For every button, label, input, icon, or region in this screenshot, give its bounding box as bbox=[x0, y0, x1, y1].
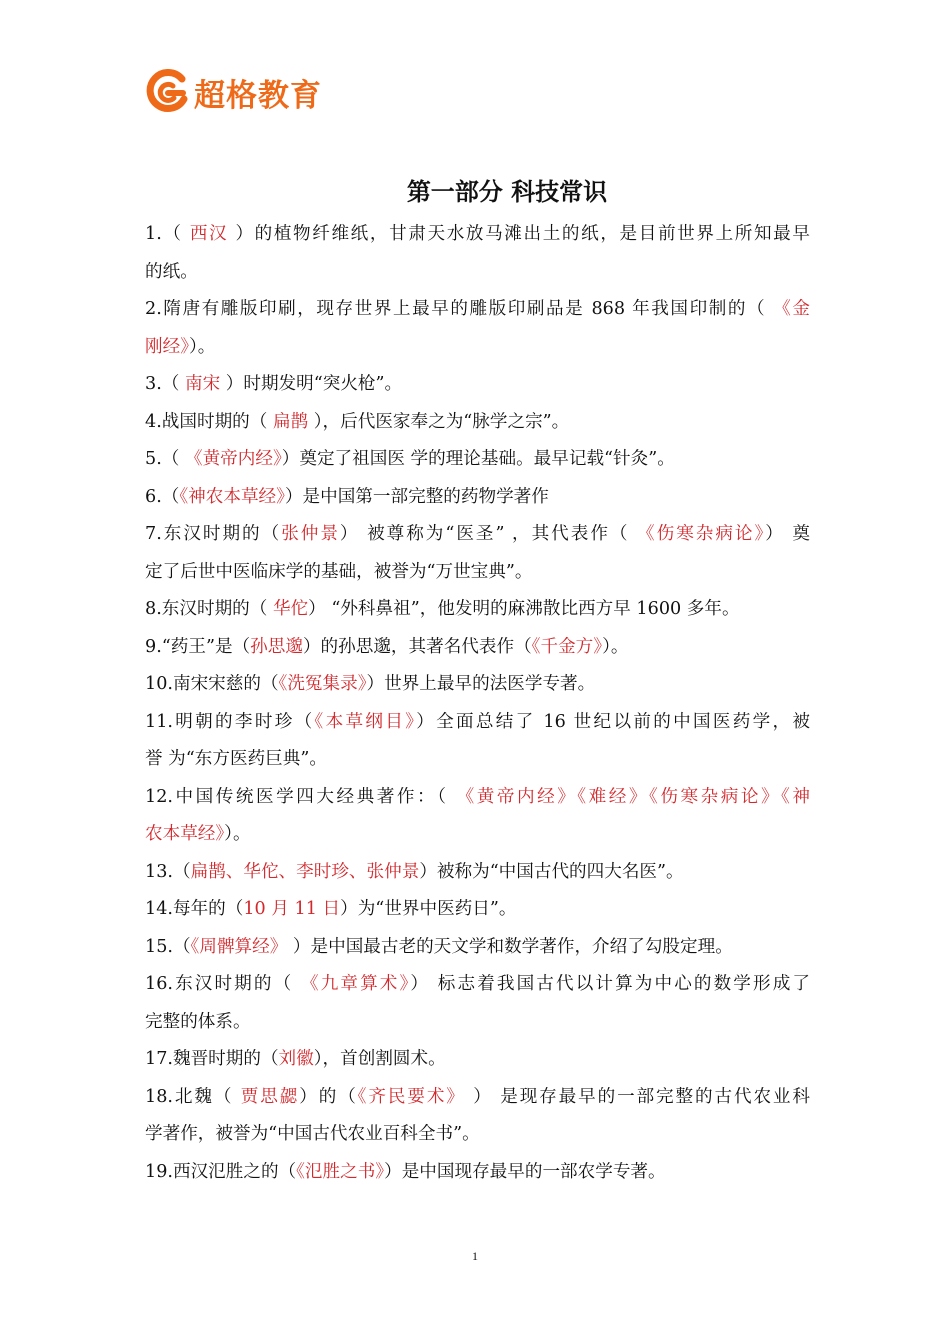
text-line bbox=[145, 966, 810, 1004]
question-text: 4.战国时期的（ bbox=[145, 411, 273, 432]
text-line bbox=[145, 704, 810, 742]
text-line bbox=[145, 441, 810, 479]
text-line bbox=[145, 1041, 810, 1079]
question-text: 13.（ bbox=[145, 861, 191, 882]
question-text: 15.（ bbox=[145, 936, 191, 957]
answer-text: 刘徽 bbox=[278, 1049, 314, 1069]
question-text: 学著作，被誉为“中国古代农业百科全书”。 bbox=[145, 1124, 480, 1144]
answer-text: 《九章算术》 bbox=[301, 974, 411, 994]
text-line bbox=[145, 629, 810, 667]
page-number: 1 bbox=[472, 1249, 478, 1263]
question-text: 19.西汉氾胜之的（ bbox=[145, 1161, 297, 1182]
text-line bbox=[145, 1154, 810, 1192]
question-text: 1.（ bbox=[145, 224, 190, 244]
page-title bbox=[0, 172, 950, 207]
question-text: 14.每年的（ bbox=[145, 899, 244, 919]
question-text: 6.（ bbox=[145, 486, 180, 507]
text-line bbox=[145, 1079, 810, 1117]
question-text: ） 标志着我国古代以计算为中心的数学形成了 bbox=[410, 974, 810, 994]
answer-text: 西汉 bbox=[189, 224, 229, 244]
answer-text: 《千金方》 bbox=[531, 636, 603, 657]
document-body bbox=[145, 216, 810, 1191]
question-text: ）被称为“中国古代的四大名医”。 bbox=[419, 861, 684, 882]
text-line bbox=[145, 216, 810, 254]
question-text: ）奠定了祖国医 学的理论基础。最早记载“针灸”。 bbox=[281, 449, 675, 469]
question-text: ）。 bbox=[188, 336, 216, 357]
text-line bbox=[145, 254, 810, 292]
answer-text: 《黄帝内经》《难经》《伤寒杂病论》《神 bbox=[456, 786, 810, 807]
text-line bbox=[145, 329, 810, 367]
brand-name: 超格教育 bbox=[194, 77, 322, 114]
text-line bbox=[145, 779, 810, 817]
text-line bbox=[145, 854, 810, 892]
question-text: ） 是现存最早的一部完整的古代农业科 bbox=[465, 1086, 811, 1107]
question-text: ）的孙思邈，其著名代表作（ bbox=[302, 636, 532, 657]
question-text: ）。 bbox=[224, 824, 251, 844]
answer-text: 《本草纲目》 bbox=[314, 711, 417, 732]
text-line bbox=[145, 591, 810, 629]
text-line bbox=[145, 404, 810, 442]
answer-text: 《伤寒杂病论》 bbox=[637, 524, 766, 544]
question-text: 16.东汉时期的（ bbox=[145, 974, 301, 994]
answer-text: 华佗 bbox=[272, 599, 309, 619]
text-line bbox=[145, 666, 810, 704]
question-text: 17.魏晋时期的（ bbox=[145, 1049, 279, 1069]
answer-text: 南宋 bbox=[184, 374, 221, 394]
answer-text: 《神农本草经》 bbox=[179, 486, 285, 507]
answer-text: 《周髀算经》 bbox=[190, 936, 288, 957]
question-text: 9.“药王”是（ bbox=[145, 636, 251, 657]
text-line bbox=[145, 554, 810, 592]
question-text: 的纸。 bbox=[145, 261, 198, 282]
question-text: 18.北魏（ bbox=[145, 1086, 241, 1107]
text-line bbox=[145, 366, 810, 404]
question-text: ）全面总结了 16 世纪以前的中国医药学，被 bbox=[416, 711, 811, 732]
answer-text: 《齐民要术》 bbox=[357, 1086, 466, 1107]
answer-text: 孙思邈 bbox=[250, 636, 303, 657]
answer-text: 农本草经》 bbox=[145, 824, 225, 844]
question-text: ）。 bbox=[602, 636, 629, 657]
text-line bbox=[145, 891, 810, 929]
question-text: ） 被尊称为“医圣” ，其代表作（ bbox=[339, 524, 638, 544]
answer-text: 《黄帝内经》 bbox=[184, 449, 282, 469]
question-text: ）的植物纤维纸，甘肃天水放马滩出土的纸，是目前世界上所知最早 bbox=[228, 224, 810, 244]
question-text: ） 奠 bbox=[765, 524, 810, 544]
question-text: ）的（ bbox=[299, 1086, 358, 1107]
question-text: 5.（ bbox=[145, 449, 185, 469]
brand-logo bbox=[146, 68, 322, 116]
page-title-text: 第一部分 科技常识 bbox=[406, 177, 608, 206]
answer-text: 《金 bbox=[773, 299, 810, 319]
answer-text: 《氾胜之书》 bbox=[296, 1161, 385, 1182]
text-line bbox=[145, 479, 810, 517]
answer-text: 刚经》 bbox=[145, 336, 189, 357]
answer-text: 10 月 11 日 bbox=[243, 899, 341, 919]
answer-text: 贾思勰 bbox=[240, 1086, 300, 1107]
question-text: 定了后世中医临床学的基础，被誉为“万世宝典”。 bbox=[145, 561, 533, 582]
question-text: ）是中国第一部完整的药物学著作 bbox=[284, 486, 549, 507]
question-text: 12.中国传统医学四大经典著作：（ bbox=[145, 786, 457, 807]
question-text: ），首创割圆术。 bbox=[313, 1049, 446, 1069]
answer-text: 扁鹊、华佗、李时珍、张仲景 bbox=[190, 861, 420, 882]
text-line bbox=[145, 1116, 810, 1154]
text-line bbox=[145, 741, 810, 779]
question-text: 2.隋唐有雕版印刷，现存世界上最早的雕版印刷品是 868 年我国印制的（ bbox=[145, 299, 774, 319]
question-text: 7.东汉时期的（ bbox=[145, 524, 282, 544]
answer-text: 张仲景 bbox=[281, 524, 340, 544]
question-text: ） “外科鼻祖”，他发明的麻沸散比西方早 1600 多年。 bbox=[308, 599, 740, 619]
question-text: ），后代医家奉之为“脉学之宗”。 bbox=[308, 411, 570, 432]
text-line bbox=[145, 1004, 810, 1042]
question-text: ）为“世界中医药日”。 bbox=[340, 899, 517, 919]
question-text: 8.东汉时期的（ bbox=[145, 599, 273, 619]
question-text: 完整的体系。 bbox=[145, 1011, 251, 1032]
question-text: ）是中国现存最早的一部农学专著。 bbox=[384, 1161, 666, 1182]
question-text: ）时期发明“突火枪”。 bbox=[220, 374, 403, 394]
question-text: 誉 为“东方医药巨典”。 bbox=[145, 749, 327, 769]
question-text: 3.（ bbox=[145, 374, 185, 394]
question-text: ）是中国最古老的天文学和数学著作，介绍了勾股定理。 bbox=[287, 936, 733, 957]
question-text: 11.明朝的李时珍（ bbox=[145, 711, 315, 732]
text-line bbox=[145, 516, 810, 554]
answer-text: 扁鹊 bbox=[272, 411, 309, 432]
answer-text: 《洗冤集录》 bbox=[278, 674, 367, 694]
question-text: 10.南宋宋慈的（ bbox=[145, 674, 279, 694]
text-line bbox=[145, 929, 810, 967]
question-text: ）世界上最早的法医学专著。 bbox=[366, 674, 596, 694]
text-line bbox=[145, 816, 810, 854]
brand-g-icon bbox=[146, 69, 190, 115]
text-line bbox=[145, 291, 810, 329]
